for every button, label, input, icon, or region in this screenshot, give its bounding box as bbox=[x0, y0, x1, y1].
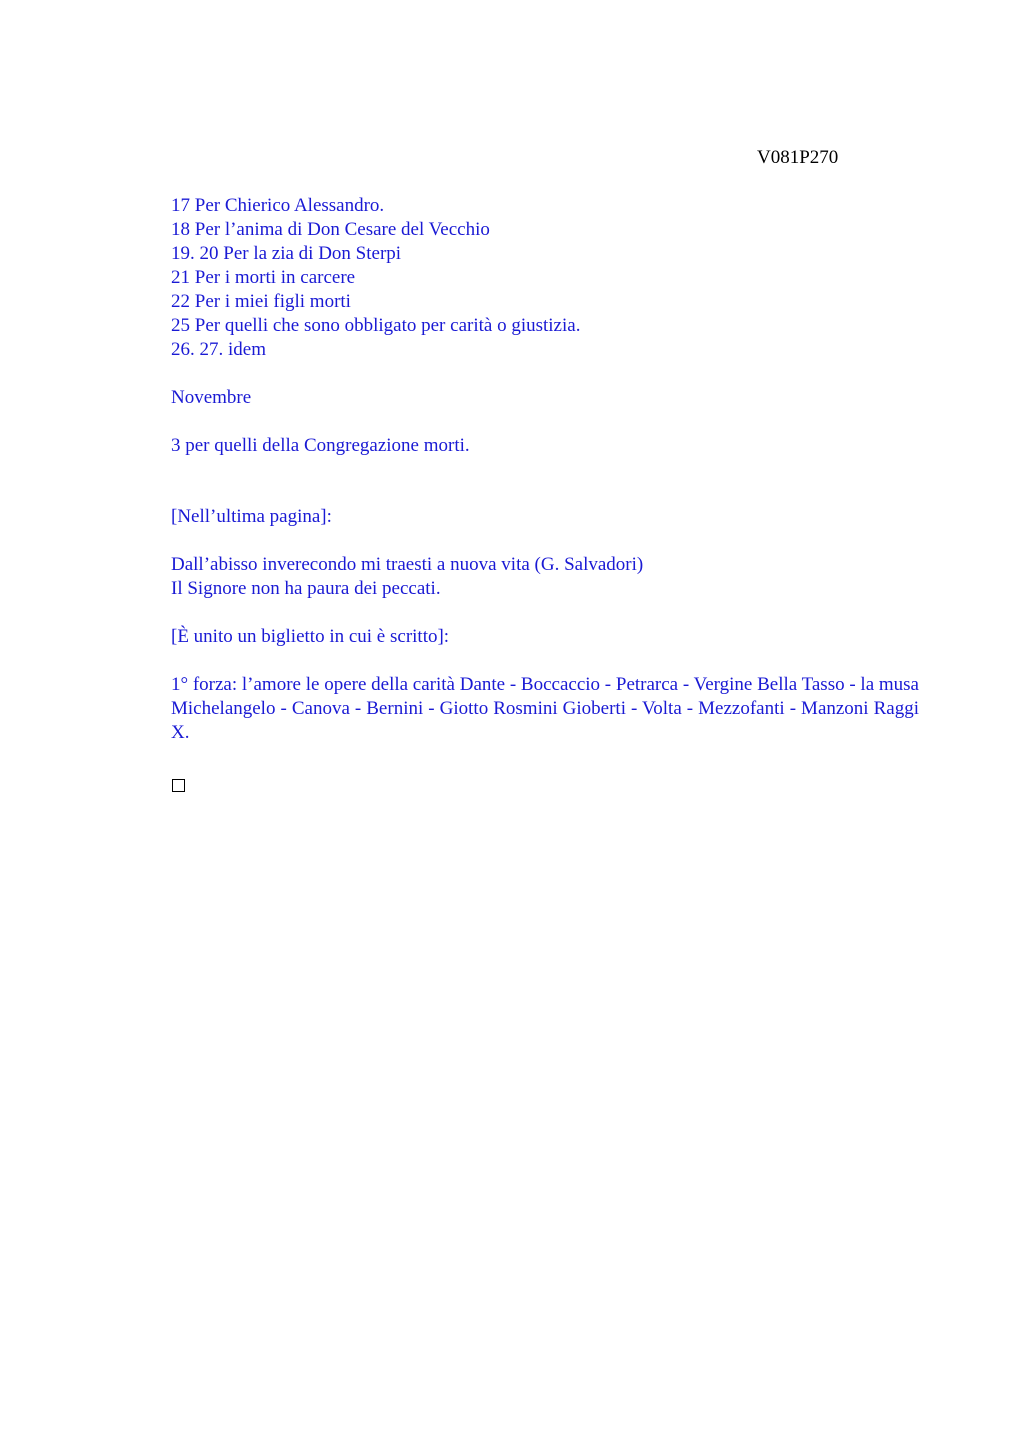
document-body bbox=[171, 194, 931, 792]
ticket-note: [È unito un biglietto in cui è scritto]: bbox=[171, 626, 450, 647]
quote-line: Dall’abisso inverecondo mi traesti a nuova vita (G. Salvadori) bbox=[171, 554, 644, 575]
list-item: 3 per quelli della Congregazione morti. bbox=[171, 435, 470, 456]
quote-line: Il Signore non ha paura dei peccati. bbox=[171, 578, 441, 599]
spacer bbox=[171, 529, 931, 553]
last-page-note: [Nell’ultima pagina]: bbox=[171, 506, 332, 527]
spacer bbox=[171, 410, 931, 434]
spacer bbox=[171, 458, 931, 505]
spacer bbox=[171, 362, 931, 386]
list-item: 19. 20 Per la zia di Don Sterpi bbox=[171, 243, 402, 264]
list-item: 22 Per i miei figli morti bbox=[171, 291, 351, 312]
list-item: 26. 27. idem bbox=[171, 339, 266, 360]
last-page-lines bbox=[171, 553, 931, 601]
month-heading-november: Novembre bbox=[171, 387, 252, 408]
ticket-text: 1° forza: l’amore le opere della carità Dante - Boccaccio - Petrarca - Vergine Bella Tasso - la musa Michelangelo - Canova - Bernini - Giotto Rosmini Gioberti - Volta - Mezzofanti - Manzoni Raggi X. bbox=[171, 674, 919, 743]
october-list bbox=[171, 194, 931, 362]
square-outline-icon bbox=[172, 779, 185, 792]
spacer bbox=[171, 601, 931, 625]
spacer bbox=[171, 649, 931, 673]
list-item: 21 Per i morti in carcere bbox=[171, 267, 356, 288]
november-list bbox=[171, 434, 931, 458]
list-item: 17 Per Chierico Alessandro. bbox=[171, 195, 385, 216]
page-code: V081P270 bbox=[757, 147, 839, 168]
list-item: 18 Per l’anima di Don Cesare del Vecchio bbox=[171, 219, 490, 240]
list-item: 25 Per quelli che sono obbligato per carità o giustizia. bbox=[171, 315, 581, 336]
